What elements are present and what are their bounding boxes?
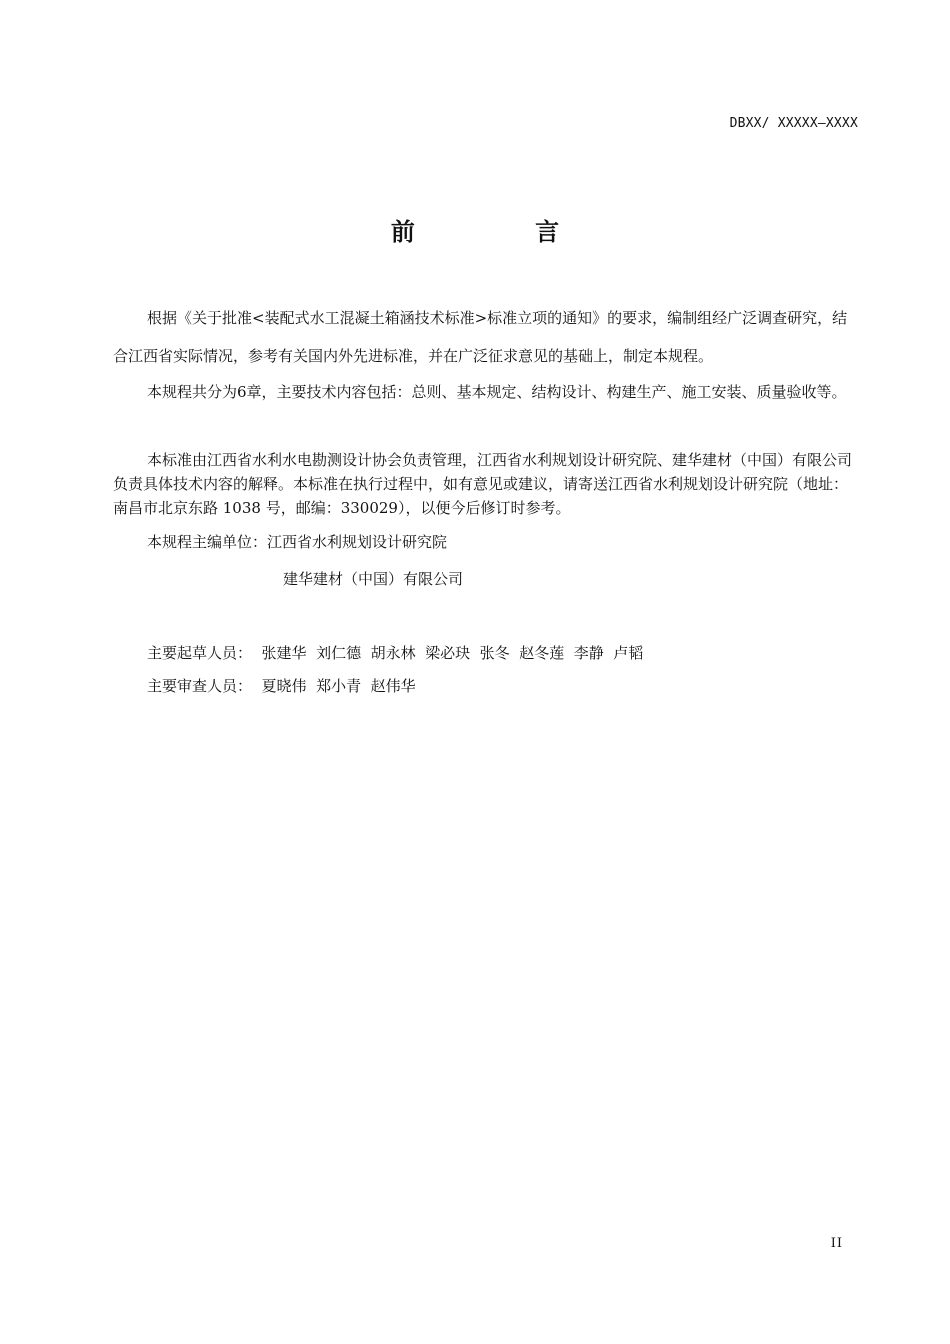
paragraph-contents: 本规程共分为6章，主要技术内容包括：总则、基本规定、结构设计、构建生产、施工安装、质量验收等。 xyxy=(147,383,847,401)
paragraph-management: 本标准由江西省水利水电勘测设计协会负责管理，江西省水利规划设计研究院、建华建材（中国）有限公司负责具体技术内容的解释。本标准在执行过程中，如有意见或建议，请寄送江西省水利规划设计研究院（地址：南昌市北京东路 1038 号，邮编：330029），以便今后修订时参考。 xyxy=(113,451,853,517)
drafters-line: 主要起草人员： 张建华 刘仁德 胡永林 梁必玦 张冬 赵冬莲 李静 卢韬 xyxy=(147,644,644,662)
document-code: DBXX/ XXXXX—XXXX xyxy=(729,116,858,131)
page-number: II xyxy=(830,1236,843,1251)
main-editor-unit: 本规程主编单位：江西省水利规划设计研究院 xyxy=(147,533,448,551)
co-editor-unit: 建华建材（中国）有限公司 xyxy=(283,570,464,588)
reviewers-line: 主要审查人员： 夏晓伟 郑小青 赵伟华 xyxy=(147,677,416,695)
page-title: 前 言 xyxy=(390,218,616,246)
paragraph-basis: 根据《关于批准<装配式水工混凝土箱涵技术标准>标准立项的通知》的要求，编制组经广泛调查研究，结合江西省实际情况，参考有关国内外先进标准，并在广泛征求意见的基础上，制定本规程。 xyxy=(113,309,848,365)
